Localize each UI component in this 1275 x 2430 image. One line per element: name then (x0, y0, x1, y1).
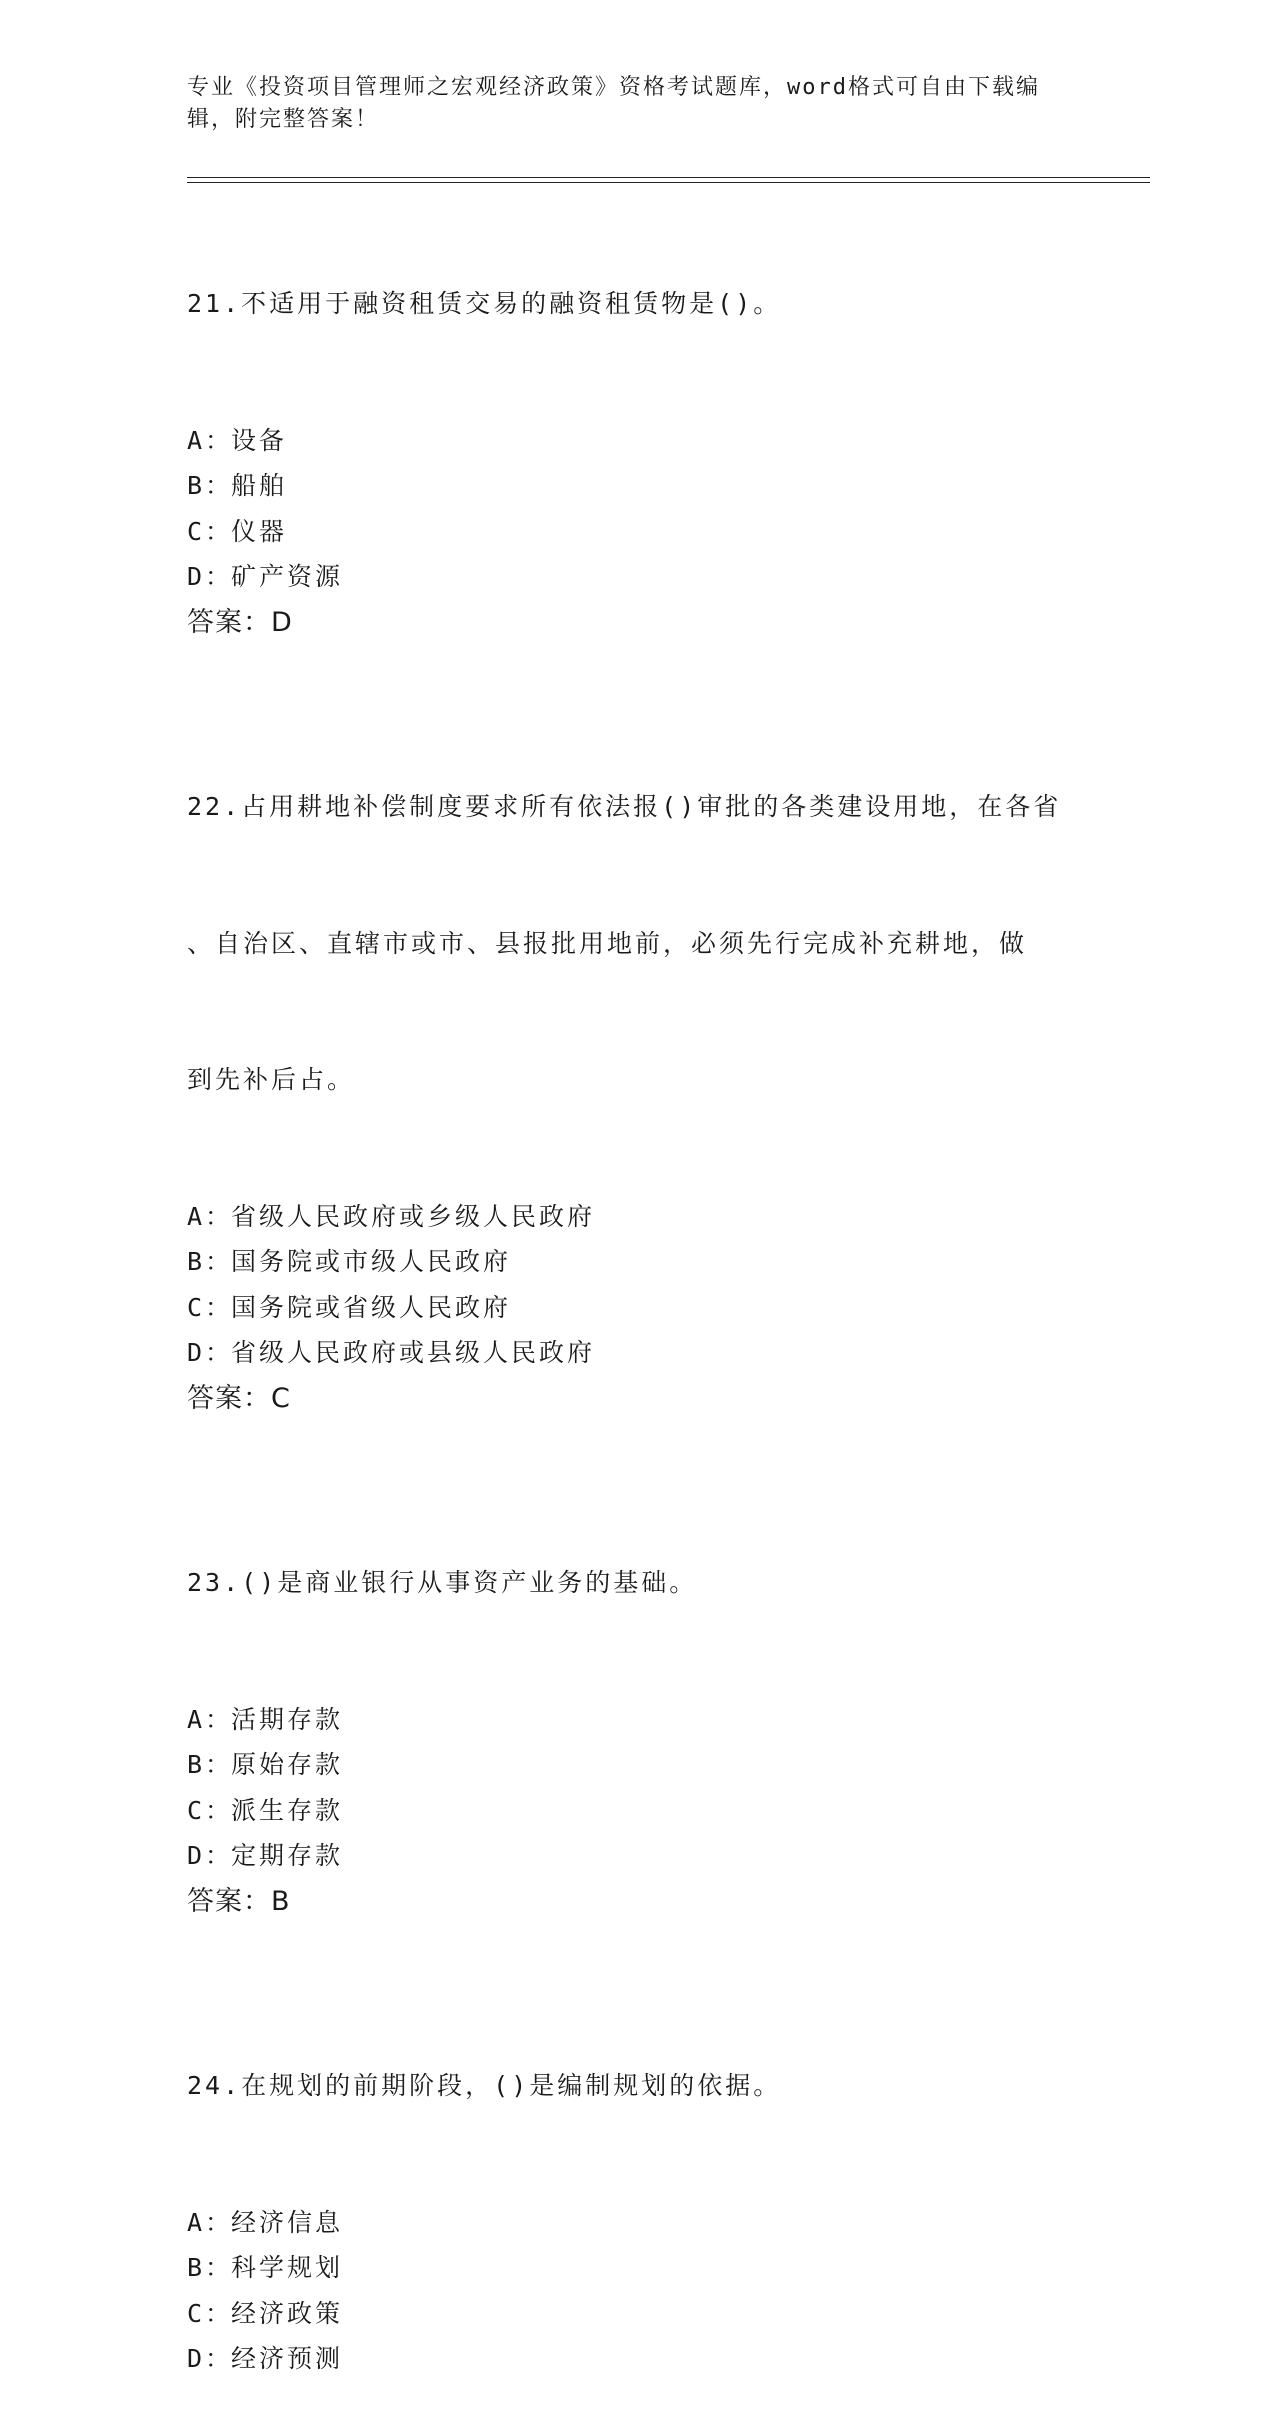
option-key: B： (187, 471, 234, 500)
stem-line: 21.不适用于融资租赁交易的融资租赁物是()。 (187, 289, 782, 318)
option-key: B： (187, 1750, 234, 1779)
stem-line: 24.在规划的前期阶段，()是编制规划的依据。 (187, 2071, 782, 2100)
answer-line: 答案：C (187, 1382, 291, 1414)
option-key: D： (187, 1338, 234, 1367)
stem-line: 22.占用耕地补偿制度要求所有依法报()审批的各类建设用地，在各省 (187, 792, 1062, 821)
question-21 (187, 190, 1087, 645)
stem-line: 23.()是商业银行从事资产业务的基础。 (187, 1568, 698, 1597)
option-c (187, 2291, 1087, 2337)
question-stem (187, 1469, 1087, 1697)
option-text: 船舶 (231, 471, 288, 500)
document-header (187, 72, 1087, 136)
option-key: C： (187, 2298, 234, 2328)
option-key: A： (187, 1201, 234, 1231)
option-b (187, 2245, 1087, 2291)
option-text: 活期存款 (231, 1704, 344, 1734)
option-text: 派生存款 (231, 1795, 344, 1825)
stem-line: 到先补后占。 (187, 1065, 356, 1094)
option-a (187, 1697, 1087, 1743)
option-d (187, 1833, 1087, 1879)
option-key: D： (187, 562, 234, 591)
option-key: B： (187, 1247, 234, 1276)
option-key: A： (187, 425, 234, 455)
question-stem (187, 693, 1087, 1194)
option-text: 矿产资源 (231, 562, 344, 591)
option-key: C： (187, 516, 234, 546)
option-text: 科学规划 (231, 2253, 344, 2282)
option-text: 设备 (231, 425, 288, 455)
answer-line: 答案：B (187, 1885, 291, 1917)
option-b (187, 1239, 1087, 1285)
question-23 (187, 1469, 1087, 1924)
header-line-1: 专业《投资项目管理师之宏观经济政策》资格考试题库，word格式可自由下载编 (187, 75, 1040, 100)
option-d (187, 554, 1087, 600)
option-a (187, 2200, 1087, 2246)
option-text: 定期存款 (231, 1841, 344, 1870)
option-b (187, 463, 1087, 509)
option-a (187, 1194, 1087, 1240)
option-key: A： (187, 2207, 234, 2237)
option-text: 经济政策 (231, 2298, 344, 2328)
option-text: 仪器 (231, 516, 288, 546)
stem-line: 、自治区、直辖市或市、县报批用地前，必须先行完成补充耕地，做 (187, 928, 1028, 958)
option-key: C： (187, 1292, 234, 1322)
option-text: 经济信息 (231, 2207, 344, 2237)
option-text: 原始存款 (231, 1750, 344, 1779)
question-list (187, 190, 1087, 2430)
option-text: 省级人民政府或乡级人民政府 (231, 1201, 596, 1231)
question-stem (187, 190, 1087, 418)
option-key: C： (187, 1795, 234, 1825)
option-b (187, 1742, 1087, 1788)
option-c (187, 509, 1087, 555)
question-24 (187, 1972, 1087, 2382)
option-key: A： (187, 1704, 234, 1734)
option-text: 经济预测 (231, 2344, 344, 2373)
option-d (187, 2336, 1087, 2382)
header-divider-top (187, 177, 1150, 178)
question-stem (187, 1972, 1087, 2200)
option-c (187, 1788, 1087, 1834)
option-c (187, 1285, 1087, 1331)
option-text: 省级人民政府或县级人民政府 (231, 1338, 596, 1367)
header-line-2: 辑，附完整答案！ (187, 107, 380, 132)
option-text: 国务院或市级人民政府 (231, 1247, 512, 1276)
header-divider-bottom (187, 182, 1150, 183)
question-22 (187, 693, 1087, 1421)
option-text: 国务院或省级人民政府 (231, 1292, 512, 1322)
option-key: B： (187, 2253, 234, 2282)
option-key: D： (187, 1841, 234, 1870)
option-a (187, 418, 1087, 464)
answer-line: 答案：D (187, 606, 293, 638)
option-key: D： (187, 2344, 234, 2373)
option-d (187, 1330, 1087, 1376)
